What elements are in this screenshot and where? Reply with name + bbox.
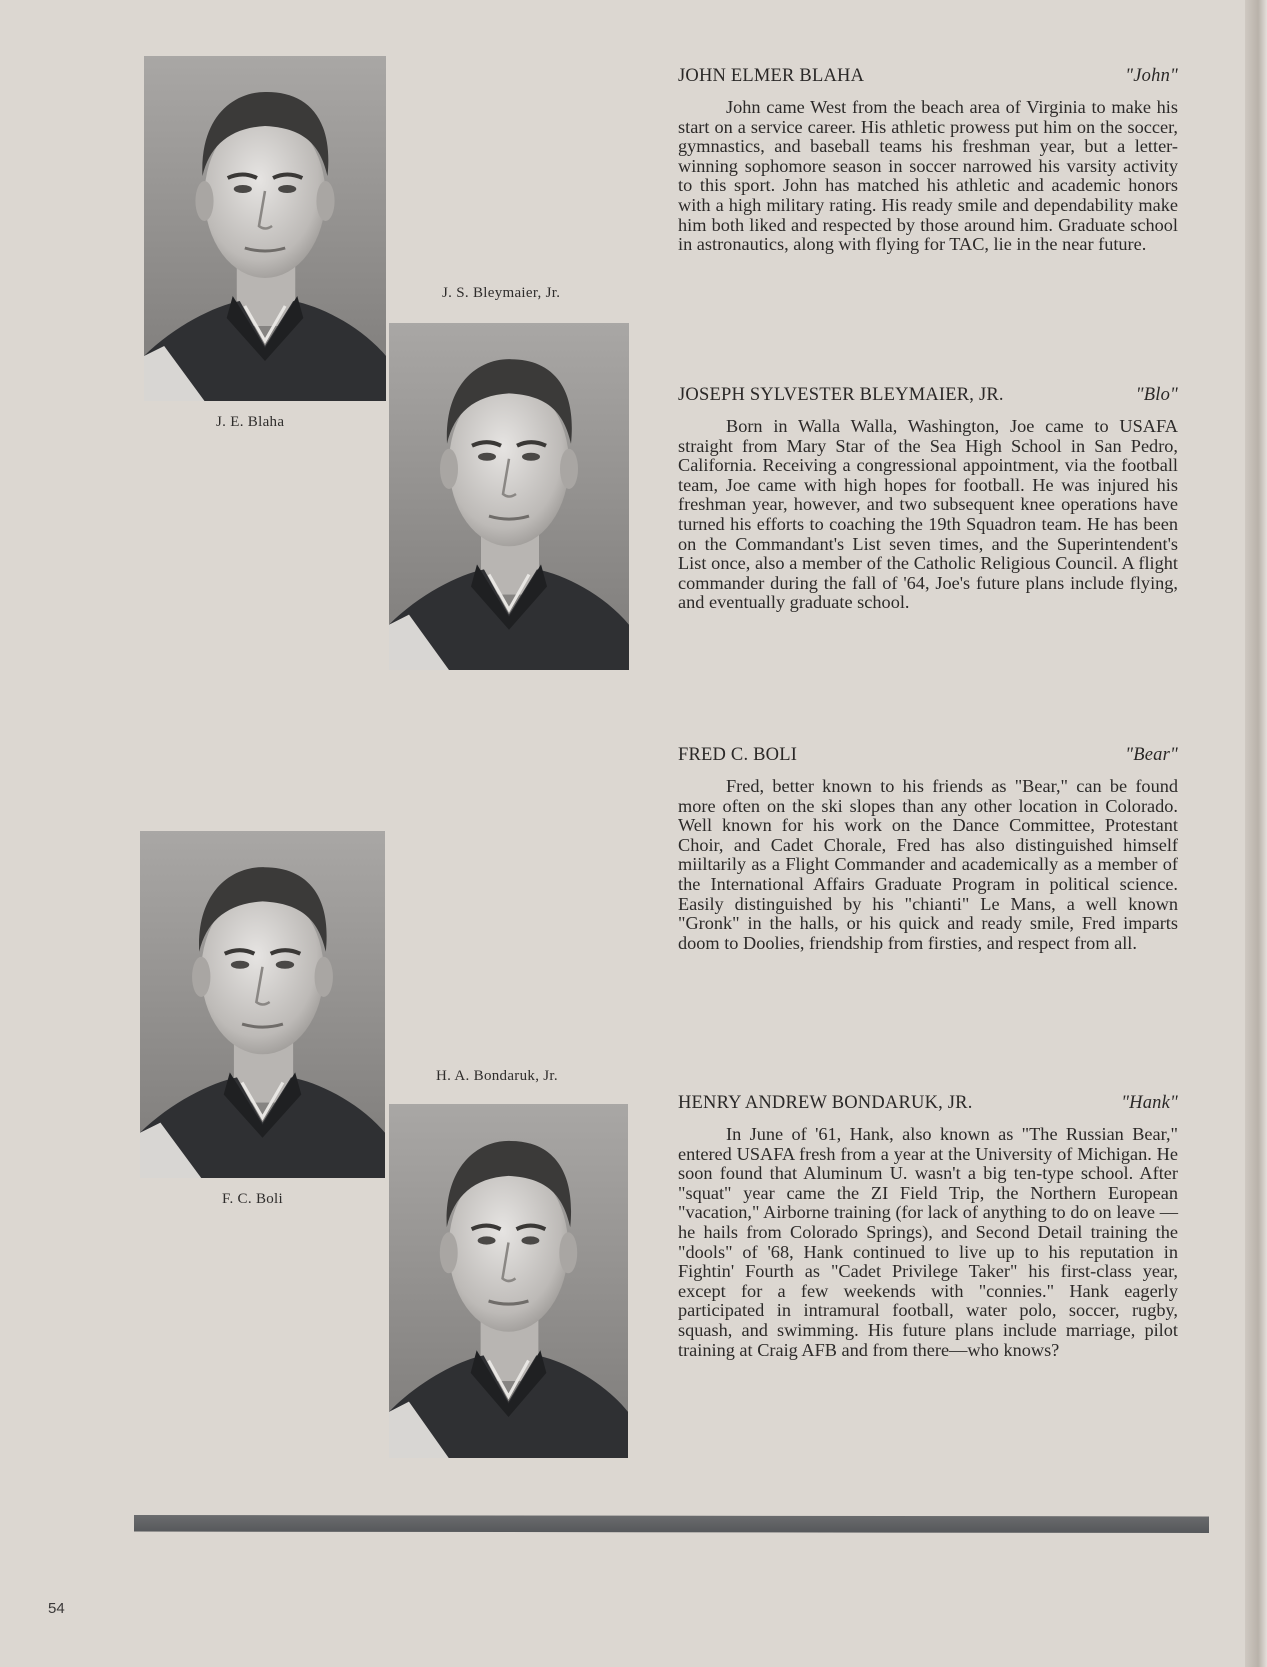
entry-blaha <box>678 66 1178 255</box>
entry-heading <box>678 745 1178 769</box>
entry-name: JOHN ELMER BLAHA <box>678 66 865 86</box>
entry-bio: Born in Walla Walla, Washington, Joe came to USAFA straight from Mary Star of the Sea High School in San Pedro, California. Receiving a congressional appointment, via the football team, Joe came with high hopes for football. He was injured his freshman year, however, and two subsequent knee operations have turned his efforts to coaching the 19th Squadron team. He has been on the Commandant's List seven times, and the Superintendent's List once, also a member of the Catholic Religious Council. A flight commander during the fall of '64, Joe's future plans include flying, and eventually graduate school. <box>678 416 1178 613</box>
entry-bleymaier <box>678 385 1178 613</box>
entry-nickname: "John" <box>1125 66 1178 86</box>
entry-name: FRED C. BOLI <box>678 745 798 765</box>
page-number: 54 <box>48 1600 65 1617</box>
portrait-boli-image <box>140 831 385 1178</box>
entry-heading <box>678 385 1178 409</box>
entry-bondaruk <box>678 1093 1178 1360</box>
caption-bondaruk: H. A. Bondaruk, Jr. <box>436 1068 558 1084</box>
entry-heading <box>678 66 1178 90</box>
portrait-bondaruk-image <box>389 1104 628 1458</box>
page-spine-edge <box>1245 0 1267 1667</box>
entry-name: JOSEPH SYLVESTER BLEYMAIER, JR. <box>678 385 1004 405</box>
caption-bleymaier: J. S. Bleymaier, Jr. <box>442 285 561 301</box>
entry-heading <box>678 1093 1178 1117</box>
entry-bio: Fred, better known to his friends as "Bear," can be found more often on the ski slopes than any other location in Colorado. Well known for his work on the Dance Committee, Protestant Choir, and Cadet Chorale, Fred has also distinguished himself miiltarily as a Flight Commander and academically as a member of the International Affairs Graduate Program in political science. Easily distinguished by his "chianti" Le Mans, a well known "Gronk" in the halls, or his quick and ready smile, Fred imparts doom to Doolies, friendship from firsties, and respect from all. <box>678 776 1178 953</box>
portrait-bondaruk <box>389 1104 628 1458</box>
portrait-blaha <box>144 56 386 401</box>
entry-nickname: "Blo" <box>1135 385 1178 405</box>
portrait-bleymaier <box>389 323 629 670</box>
caption-boli: F. C. Boli <box>222 1191 283 1207</box>
portrait-blaha-image <box>144 56 386 401</box>
decorative-rule <box>134 1515 1209 1533</box>
entry-bio: In June of '61, Hank, also known as "The Russian Bear," entered USAFA fresh from a year at the University of Michigan. He soon found that Aluminum U. wasn't a big ten-type school. After "squat" year came the ZI Field Trip, the Northern European "vacation," Airborne training (for lack of anything to do on leave — he hails from Colorado Springs), and Second Detail training the "dools" of '68, Hank continued to live up to his reputation in Fightin' Fourth as "Cadet Privilege Taker" his first-class year, except for a few weekends with "connies." Hank eagerly participated in intramural football, water polo, soccer, rugby, squash, and swimming. His future plans include marriage, pilot training at Craig AFB and from there—who knows? <box>678 1124 1178 1360</box>
entry-bio: John came West from the beach area of Virginia to make his start on a service career. His athletic prowess put him on the soccer, gymnastics, and baseball teams his freshman year, but a letter-winning sophomore season in soccer narrowed his varsity activity to this sport. John has matched his athletic and academic honors with a high military rating. His ready smile and dependability make him both liked and respected by those around him. Graduate school in astronautics, along with flying for TAC, lie in the near future. <box>678 97 1178 255</box>
portrait-bleymaier-image <box>389 323 629 670</box>
entry-boli <box>678 745 1178 953</box>
caption-blaha: J. E. Blaha <box>216 414 285 430</box>
entry-name: HENRY ANDREW BONDARUK, JR. <box>678 1093 973 1113</box>
portrait-boli <box>140 831 385 1178</box>
entry-nickname: "Bear" <box>1125 745 1178 765</box>
entry-nickname: "Hank" <box>1121 1093 1178 1113</box>
